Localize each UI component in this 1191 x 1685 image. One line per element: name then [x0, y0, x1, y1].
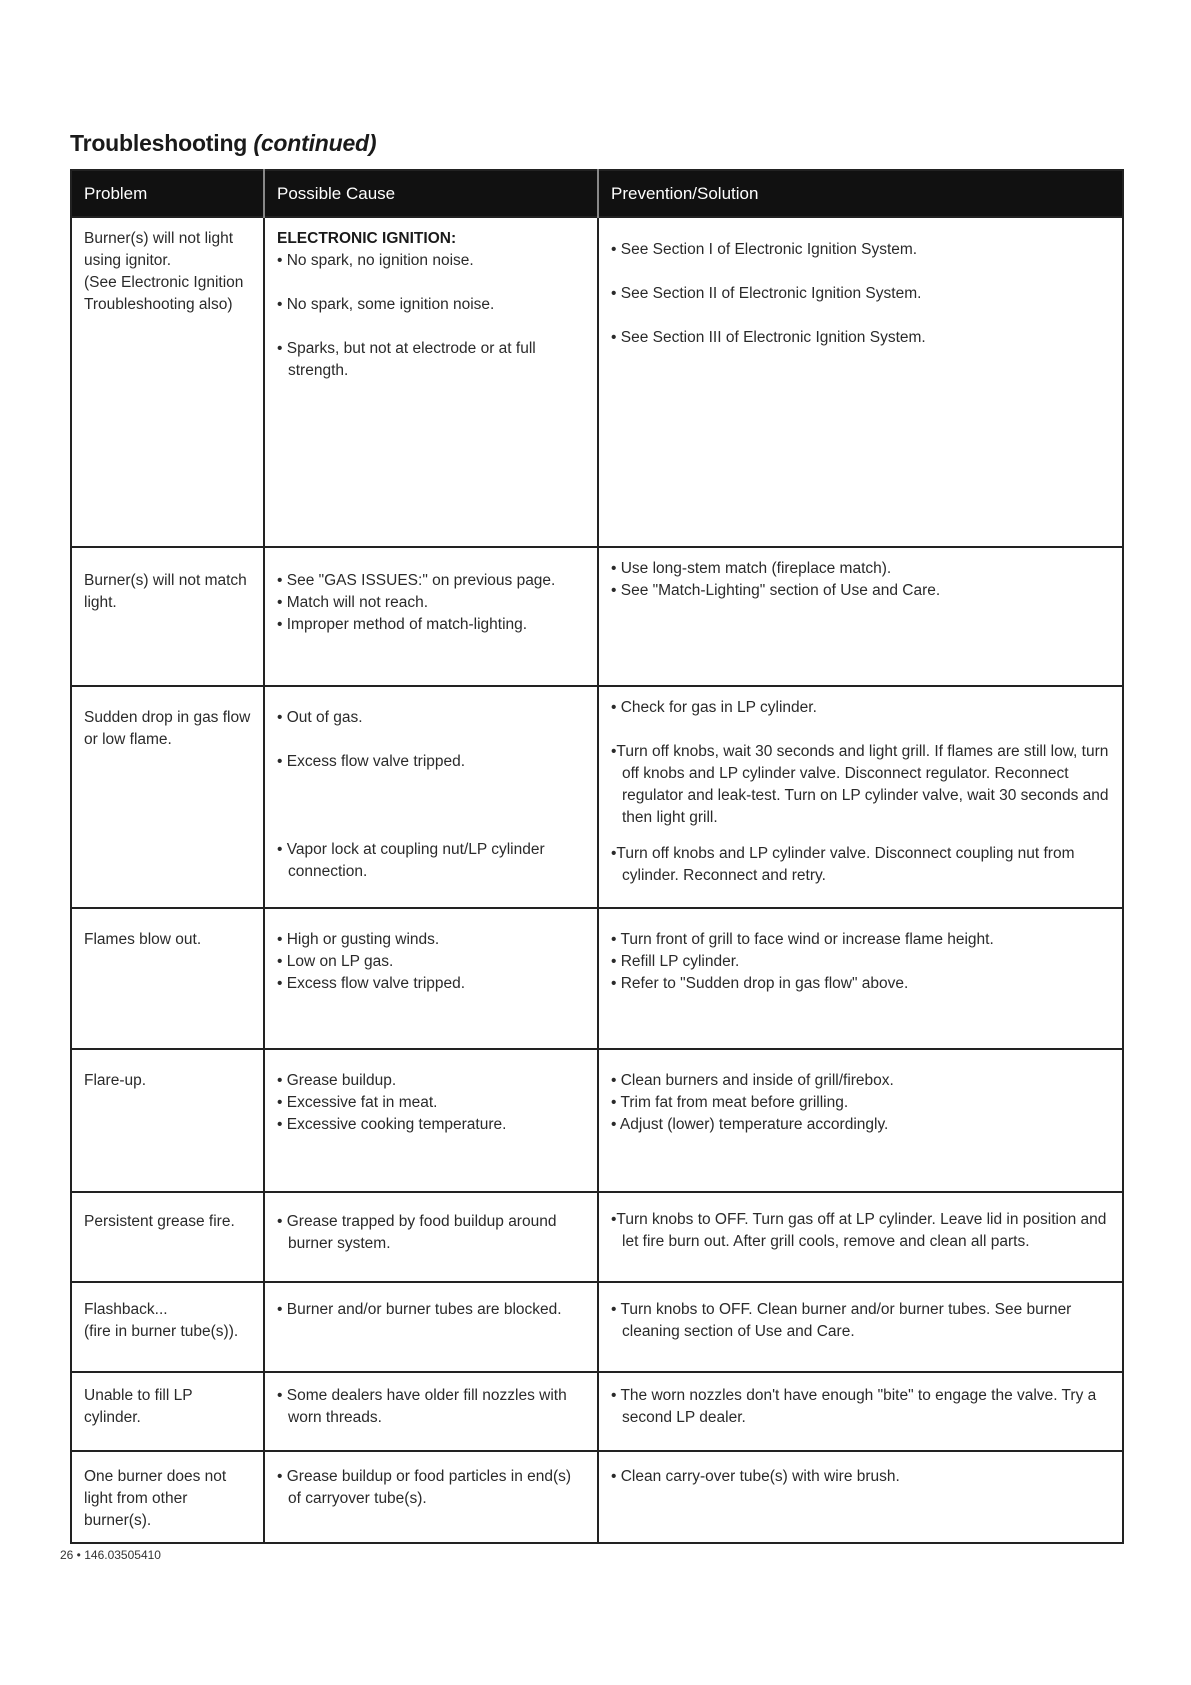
problem-cell [71, 1049, 264, 1192]
problem-cell [71, 1192, 264, 1282]
problem-text: Flashback... [84, 1301, 168, 1318]
cause-cell [264, 686, 598, 908]
cause-item: • Low on LP gas. [277, 953, 394, 970]
solution-item: •Turn knobs to OFF. Turn gas off at LP cylinder. Leave lid in position and let fire burn out. After grill cools, remove and clean all parts. [611, 1211, 1107, 1250]
header-prevention-solution: Prevention/Solution [598, 170, 1123, 217]
problem-text: Persistent grease fire. [84, 1213, 235, 1230]
solution-item: • Clean carry-over tube(s) with wire brush. [611, 1468, 900, 1485]
title-suffix: (continued) [253, 130, 377, 156]
cause-item: • High or gusting winds. [277, 931, 440, 948]
solution-cell [598, 217, 1123, 547]
solution-item: • Trim fat from meat before grilling. [611, 1094, 849, 1111]
solution-cell [598, 1372, 1123, 1451]
cause-cell [264, 1451, 598, 1543]
problem-text: Burner(s) will not light using ignitor. [84, 230, 234, 269]
problem-cell [71, 1372, 264, 1451]
cause-cell [264, 1372, 598, 1451]
problem-text: Burner(s) will not match light. [84, 572, 247, 611]
problem-cell [71, 547, 264, 686]
solution-item: •Turn off knobs and LP cylinder valve. Disconnect coupling nut from cylinder. Reconnect and retry. [611, 845, 1075, 884]
solution-cell [598, 908, 1123, 1049]
table-row [71, 686, 1123, 908]
table-row [71, 1192, 1123, 1282]
solution-item: • The worn nozzles don't have enough "bite" to engage the valve. Try a second LP dealer. [611, 1387, 1097, 1426]
table-row [71, 1282, 1123, 1372]
solution-item: • Turn knobs to OFF. Clean burner and/or burner tubes. See burner cleaning section of Use and Care. [611, 1301, 1072, 1340]
cause-cell [264, 547, 598, 686]
solution-item: • See "Match-Lighting" section of Use and Care. [611, 582, 941, 599]
cause-item: • Excess flow valve tripped. [277, 975, 466, 992]
cause-item: • Match will not reach. [277, 594, 429, 611]
page-title [70, 130, 376, 157]
problem-cell [71, 1451, 264, 1543]
solution-item: • Check for gas in LP cylinder. [611, 699, 817, 716]
solution-item: • See Section II of Electronic Ignition System. [611, 285, 922, 302]
problem-cell [71, 1282, 264, 1372]
solution-item: • See Section I of Electronic Ignition System. [611, 241, 918, 258]
cause-item: • Improper method of match-lighting. [277, 616, 528, 633]
cause-cell [264, 217, 598, 547]
table-row [71, 1049, 1123, 1192]
cause-item: • Sparks, but not at electrode or at full strength. [277, 340, 536, 379]
solution-cell [598, 547, 1123, 686]
solution-item: • Use long-stem match (fireplace match). [611, 560, 892, 577]
cause-heading: ELECTRONIC IGNITION: [277, 230, 457, 247]
cause-cell [264, 1282, 598, 1372]
problem-cell [71, 217, 264, 547]
problem-cell [71, 908, 264, 1049]
table-row [71, 1451, 1123, 1543]
table-row [71, 1372, 1123, 1451]
title-text: Troubleshooting [70, 130, 248, 156]
solution-item: • See Section III of Electronic Ignition System. [611, 329, 926, 346]
cause-item: • Excess flow valve tripped. [277, 753, 466, 770]
table-row [71, 547, 1123, 686]
solution-item: • Refill LP cylinder. [611, 953, 740, 970]
cause-item: • See "GAS ISSUES:" on previous page. [277, 572, 556, 589]
header-possible-cause: Possible Cause [264, 170, 598, 217]
solution-item: •Turn off knobs, wait 30 seconds and light grill. If flames are still low, turn off knobs and LP cylinder valve. Disconnect regulator. Reconnect regulator and leak-test. Turn on LP cylinder valve, wait 30 seconds and then light grill. [611, 743, 1109, 826]
cause-cell [264, 908, 598, 1049]
cause-cell [264, 1049, 598, 1192]
solution-cell [598, 1192, 1123, 1282]
problem-note: (See Electronic Ignition Troubleshooting also) [84, 274, 244, 313]
page-footer: 26 • 146.03505410 [60, 1548, 161, 1562]
solution-cell [598, 1451, 1123, 1543]
cause-item: • Out of gas. [277, 709, 363, 726]
cause-item: • Burner and/or burner tubes are blocked. [277, 1301, 562, 1318]
solution-cell [598, 686, 1123, 908]
solution-item: • Refer to "Sudden drop in gas flow" above. [611, 975, 909, 992]
problem-text: One burner does not light from other burner(s). [84, 1468, 227, 1529]
solution-item: • Turn front of grill to face wind or increase flame height. [611, 931, 994, 948]
table-row [71, 908, 1123, 1049]
solution-cell [598, 1282, 1123, 1372]
cause-item: • Excessive fat in meat. [277, 1094, 438, 1111]
cause-item: • Grease trapped by food buildup around burner system. [277, 1213, 557, 1252]
solution-item: • Clean burners and inside of grill/firebox. [611, 1072, 894, 1089]
solution-cell [598, 1049, 1123, 1192]
table-row [71, 217, 1123, 547]
problem-text: Flames blow out. [84, 931, 202, 948]
cause-item: • Some dealers have older fill nozzles with worn threads. [277, 1387, 567, 1426]
cause-item: • Excessive cooking temperature. [277, 1116, 507, 1133]
cause-item: • Grease buildup. [277, 1072, 397, 1089]
problem-text: Unable to fill LP cylinder. [84, 1387, 193, 1426]
problem-text: Sudden drop in gas flow or low flame. [84, 709, 251, 748]
problem-cell [71, 686, 264, 908]
cause-item: • No spark, no ignition noise. [277, 252, 474, 269]
solution-item: • Adjust (lower) temperature accordingly. [611, 1116, 889, 1133]
problem-text: Flare-up. [84, 1072, 147, 1089]
cause-item: • Grease buildup or food particles in end(s) of carryover tube(s). [277, 1468, 572, 1507]
troubleshooting-table [70, 169, 1124, 1544]
cause-cell [264, 1192, 598, 1282]
problem-note: (fire in burner tube(s)). [84, 1323, 239, 1340]
table-header-row [71, 170, 1123, 217]
cause-item: • Vapor lock at coupling nut/LP cylinder connection. [277, 841, 545, 880]
header-problem: Problem [71, 170, 264, 217]
cause-item: • No spark, some ignition noise. [277, 296, 495, 313]
